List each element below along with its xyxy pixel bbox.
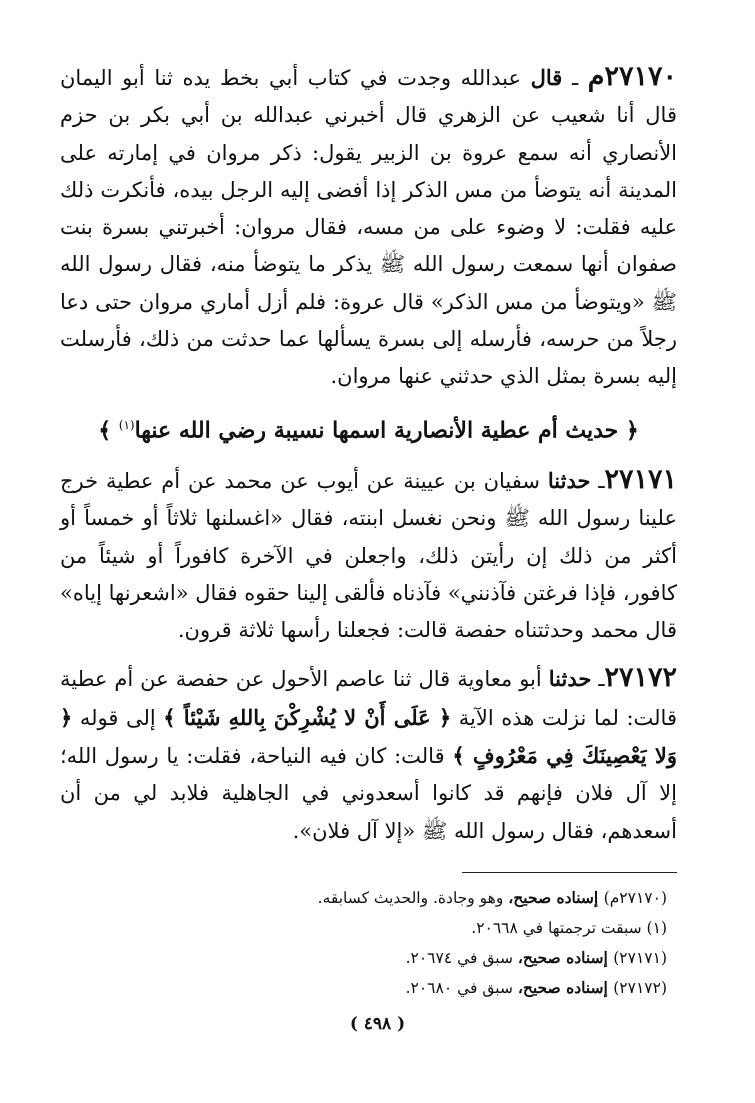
hadith-number: ٢٧١٧٢ [604,662,678,694]
hadith-text: سفيان بن عيينة عن أيوب عن محمد عن أم عطية خرج علينا رسول الله ﷺ ونحن نغسل ابنته، فقال «اغسلنها ثلاثاً أو خمساً أو أكثر من ذلك إن رأيتن ذلك، واجعلن في الآخرة كافوراً أو شيئاً من كافور، فإذا فرغتن فآذنني» فآذناه فألقى إلينا حقوه فقال «اشعرنها إياه» قال محمد وحدثتناه حفصة قالت: فجعلنا رأسها ثلاثة قرون. [60,469,677,643]
hadith-text-part-1: أبو معاوية قال ثنا عاصم الأحول عن حفصة عن أم عطية قالت: لما نزلت هذه الآية [60,667,677,730]
footnote-ref: (٢٧١٧١) [613,948,667,967]
hadith-lead: حدثنا [548,666,592,692]
ornate-bracket-close: ﴾ [98,417,112,443]
hadith-number: ٢٧١٧٠م [587,61,677,92]
footnote-text: سبقت ترجمتها في ٢٠٦٦٨. [471,918,647,937]
separator: ـ [591,667,605,692]
footnote-divider [462,872,677,873]
hadith-number: ٢٧١٧١ [604,464,678,495]
hadith-27170 [60,58,677,396]
footnote-text: وهو وجادة. والحديث كسابقه. [317,888,509,907]
page-number: ( ٤٩٨ ) [349,1014,406,1034]
hadith-text-part-3: قالت: كان فيه النياحة، فقلت: يا رسول الله؛ إلا آل فلان فإنهم قد كانوا أسعدوني في الجاهلية فلابد لي من أن أسعدهم، فقال رسول الله ﷺ «إلا آل فلان». [60,744,677,843]
footnote-text: سبق في ٢٠٦٨٠. [405,978,518,997]
footnote-item [60,913,677,943]
footnotes [60,883,677,1003]
separator: ـ [590,469,605,493]
footnote-ref: (٢٧١٧٠م) [603,888,667,907]
footnote-item [60,943,677,973]
footnote-ref: (٢٧١٧٢) [613,978,667,997]
footnote-text: سبق في ٢٠٦٧٤. [405,948,518,967]
footnote-ref: (١) [646,918,667,937]
footnote-bold: إسناده صحيح، [517,977,614,997]
footnote-marker: (١) [118,417,135,432]
footnote-bold: إسناده صحيح، [508,887,604,907]
hadith-27172 [60,659,677,849]
quran-verse-1: ﴿ عَلَى أَنْ لا يُشْرِكْنَ بِاللهِ شَيْئاً ﴾ [163,704,452,730]
hadith-text-part-2: إلى قوله [72,705,164,730]
separator: ـ [562,66,588,90]
footnote-item [60,883,677,913]
ornate-bracket-open: ﴿ [625,417,639,443]
footnote-bold: إسناده صحيح، [517,947,614,967]
quran-verse-2: ﴿ وَلا يَعْصِينَكَ فِي مَعْرُوفٍ ﴾ [60,704,677,769]
footnote-item [60,973,677,1003]
hadith-lead: قال [530,65,563,90]
hadith-lead: حدثنا [547,468,591,493]
heading-text: حديث أم عطية الأنصارية اسمها نسيبة رضي الله عنها [134,417,619,443]
section-heading [60,406,677,449]
hadith-27171 [60,461,677,649]
hadith-text: عبدالله وجدت في كتاب أبي بخط يده ثنا أبو اليمان قال أنا شعيب عن الزهري قال أخبرني عبدالله بن أبي بكر بن حزم الأنصاري أنه سمع عروة بن الزبير يقول: ذكر مروان في إمارته على المدينة أنه يتوضأ من مس الذكر إذا أفضى إليه الرجل بيده، فأنكرت ذلك عليه فقلت: لا وضوء على من مسه، فقال مروان: أخبرتني بسرة بنت صفوان أنها سمعت رسول الله ﷺ يذكر ما يتوضأ منه، فقال رسول الله ﷺ «ويتوضأ من مس الذكر» قال عروة: فلم أزل أماري مروان حتى دعا رجلاً من حرسه، فأرسله إلى بسرة يسألها عما حدثت من ذلك، فأرسلت إليه بسرة بمثل الذي حدثني عنها مروان. [60,66,677,389]
